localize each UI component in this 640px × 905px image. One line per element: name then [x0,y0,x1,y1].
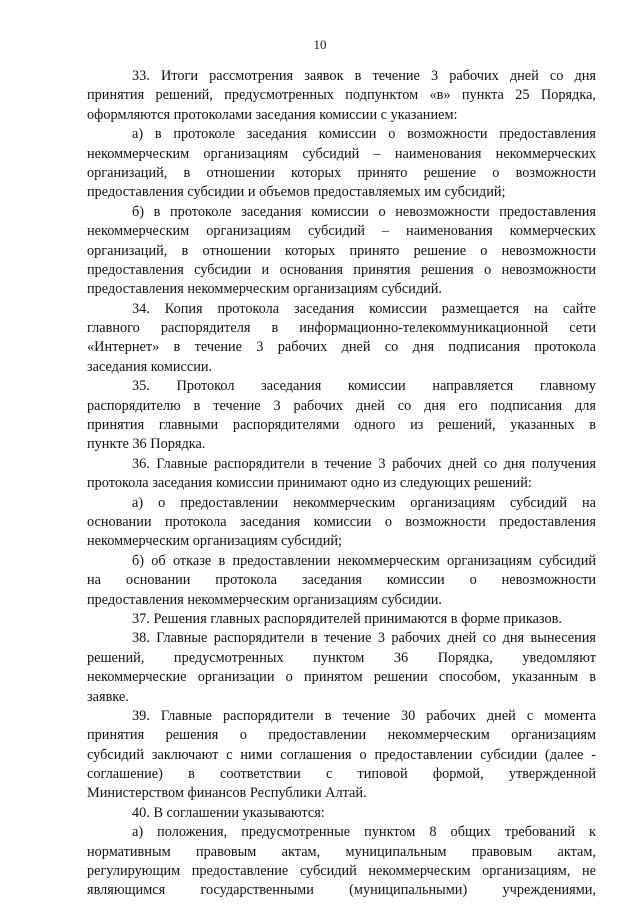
text-line: принятия решений, предусмотренных подпунктом «в» пункта 25 Порядка, [87,87,596,104]
text-line: решений, предусмотренных пунктом 36 Порядка, уведомляют [87,649,596,666]
text-line: заседания комиссии. [87,358,213,375]
text-line: основании протокола заседания комиссии о возможности предоставления [87,513,596,530]
text-line: Министерством финансов Республики Алтай. [87,785,367,802]
text-line: 38. Главные распорядители в течение 3 рабочих дней со дня вынесения [132,630,596,647]
text-line: а) в протоколе заседания комиссии о возможности предоставления [132,126,596,143]
text-line: некоммерческим организациям субсидий – наименования коммерческих [87,223,596,240]
document-body [87,67,596,901]
text-line: соглашение) в соответствии с типовой формой, утвержденной [87,766,596,783]
text-line: главного распорядителя в информационно-телекоммуникационной сети [87,320,596,337]
text-line: пункте 36 Порядка. [87,436,206,453]
text-line: нормативным правовым актам, муниципальным правовым актам, [87,843,596,860]
text-line: 39. Главные распорядители в течение 30 рабочих дней с момента [132,707,596,724]
text-line: принятия главными распорядителями одного из решений, указанных в [87,417,596,434]
text-line: предоставления некоммерческим организациям субсидий. [87,281,442,298]
text-line: некоммерческим организациям субсидий – наименования некоммерческих [87,145,596,162]
text-line: заявке. [87,688,129,705]
text-line: некоммерческим организациям субсидий; [87,533,343,550]
text-line: регулирующим предоставление субсидий некоммерческим организациям, не [87,863,596,880]
text-line: 37. Решения главных распорядителей принимаются в форме приказов. [132,610,562,627]
text-line: 35. Протокол заседания комиссии направляется главному [132,378,596,395]
text-line: б) об отказе в предоставлении некоммерческим организациям субсидий [132,552,596,569]
text-line: являющимся государственными (муниципальными) учреждениями, [87,882,596,899]
page-number: 10 [313,37,327,52]
text-line: организаций, в отношении которых принято решение о возможности [87,164,596,181]
text-line: 36. Главные распорядители в течение 3 рабочих дней со дня получения [132,455,596,472]
text-line: а) о предоставлении некоммерческим организациям субсидий на [132,494,596,511]
text-line: оформляются протоколами заседания комиссии с указанием: [87,106,458,123]
text-line: протокола заседания комиссии принимают одно из следующих решений: [87,475,532,492]
text-line: 34. Копия протокола заседания комиссии размещается на сайте [132,300,596,317]
text-line: а) положения, предусмотренные пунктом 8 общих требований к [132,824,596,841]
text-line: б) в протоколе заседания комиссии о невозможности предоставления [132,203,596,220]
text-line: принятия решения о предоставлении некоммерческим организациям [87,727,596,744]
text-line: некоммерческие организации о принятом решении способом, указанным в [87,669,596,686]
text-line: распорядителю в течение 3 рабочих дней со дня его подписания для [87,397,596,414]
text-line: субсидий заключают с ними соглашения о предоставлении субсидии (далее - [87,746,596,763]
text-line: «Интернет» в течение 3 рабочих дней со дня подписания протокола [87,339,596,356]
text-line: на основании протокола заседания комиссии о невозможности [87,572,596,589]
text-line: предоставления субсидии и объемов предоставляемых им субсидий; [87,184,506,201]
text-line: организаций, в отношении которых принято решение о невозможности [87,242,596,259]
text-line: предоставления субсидии и основания принятия решения о невозможности [87,261,596,278]
text-line: 40. В соглашении указываются: [132,804,325,821]
text-line: предоставления некоммерческим организациям субсидии. [87,591,442,608]
text-line: 33. Итоги рассмотрения заявок в течение 3 рабочих дней со дня [132,68,596,84]
